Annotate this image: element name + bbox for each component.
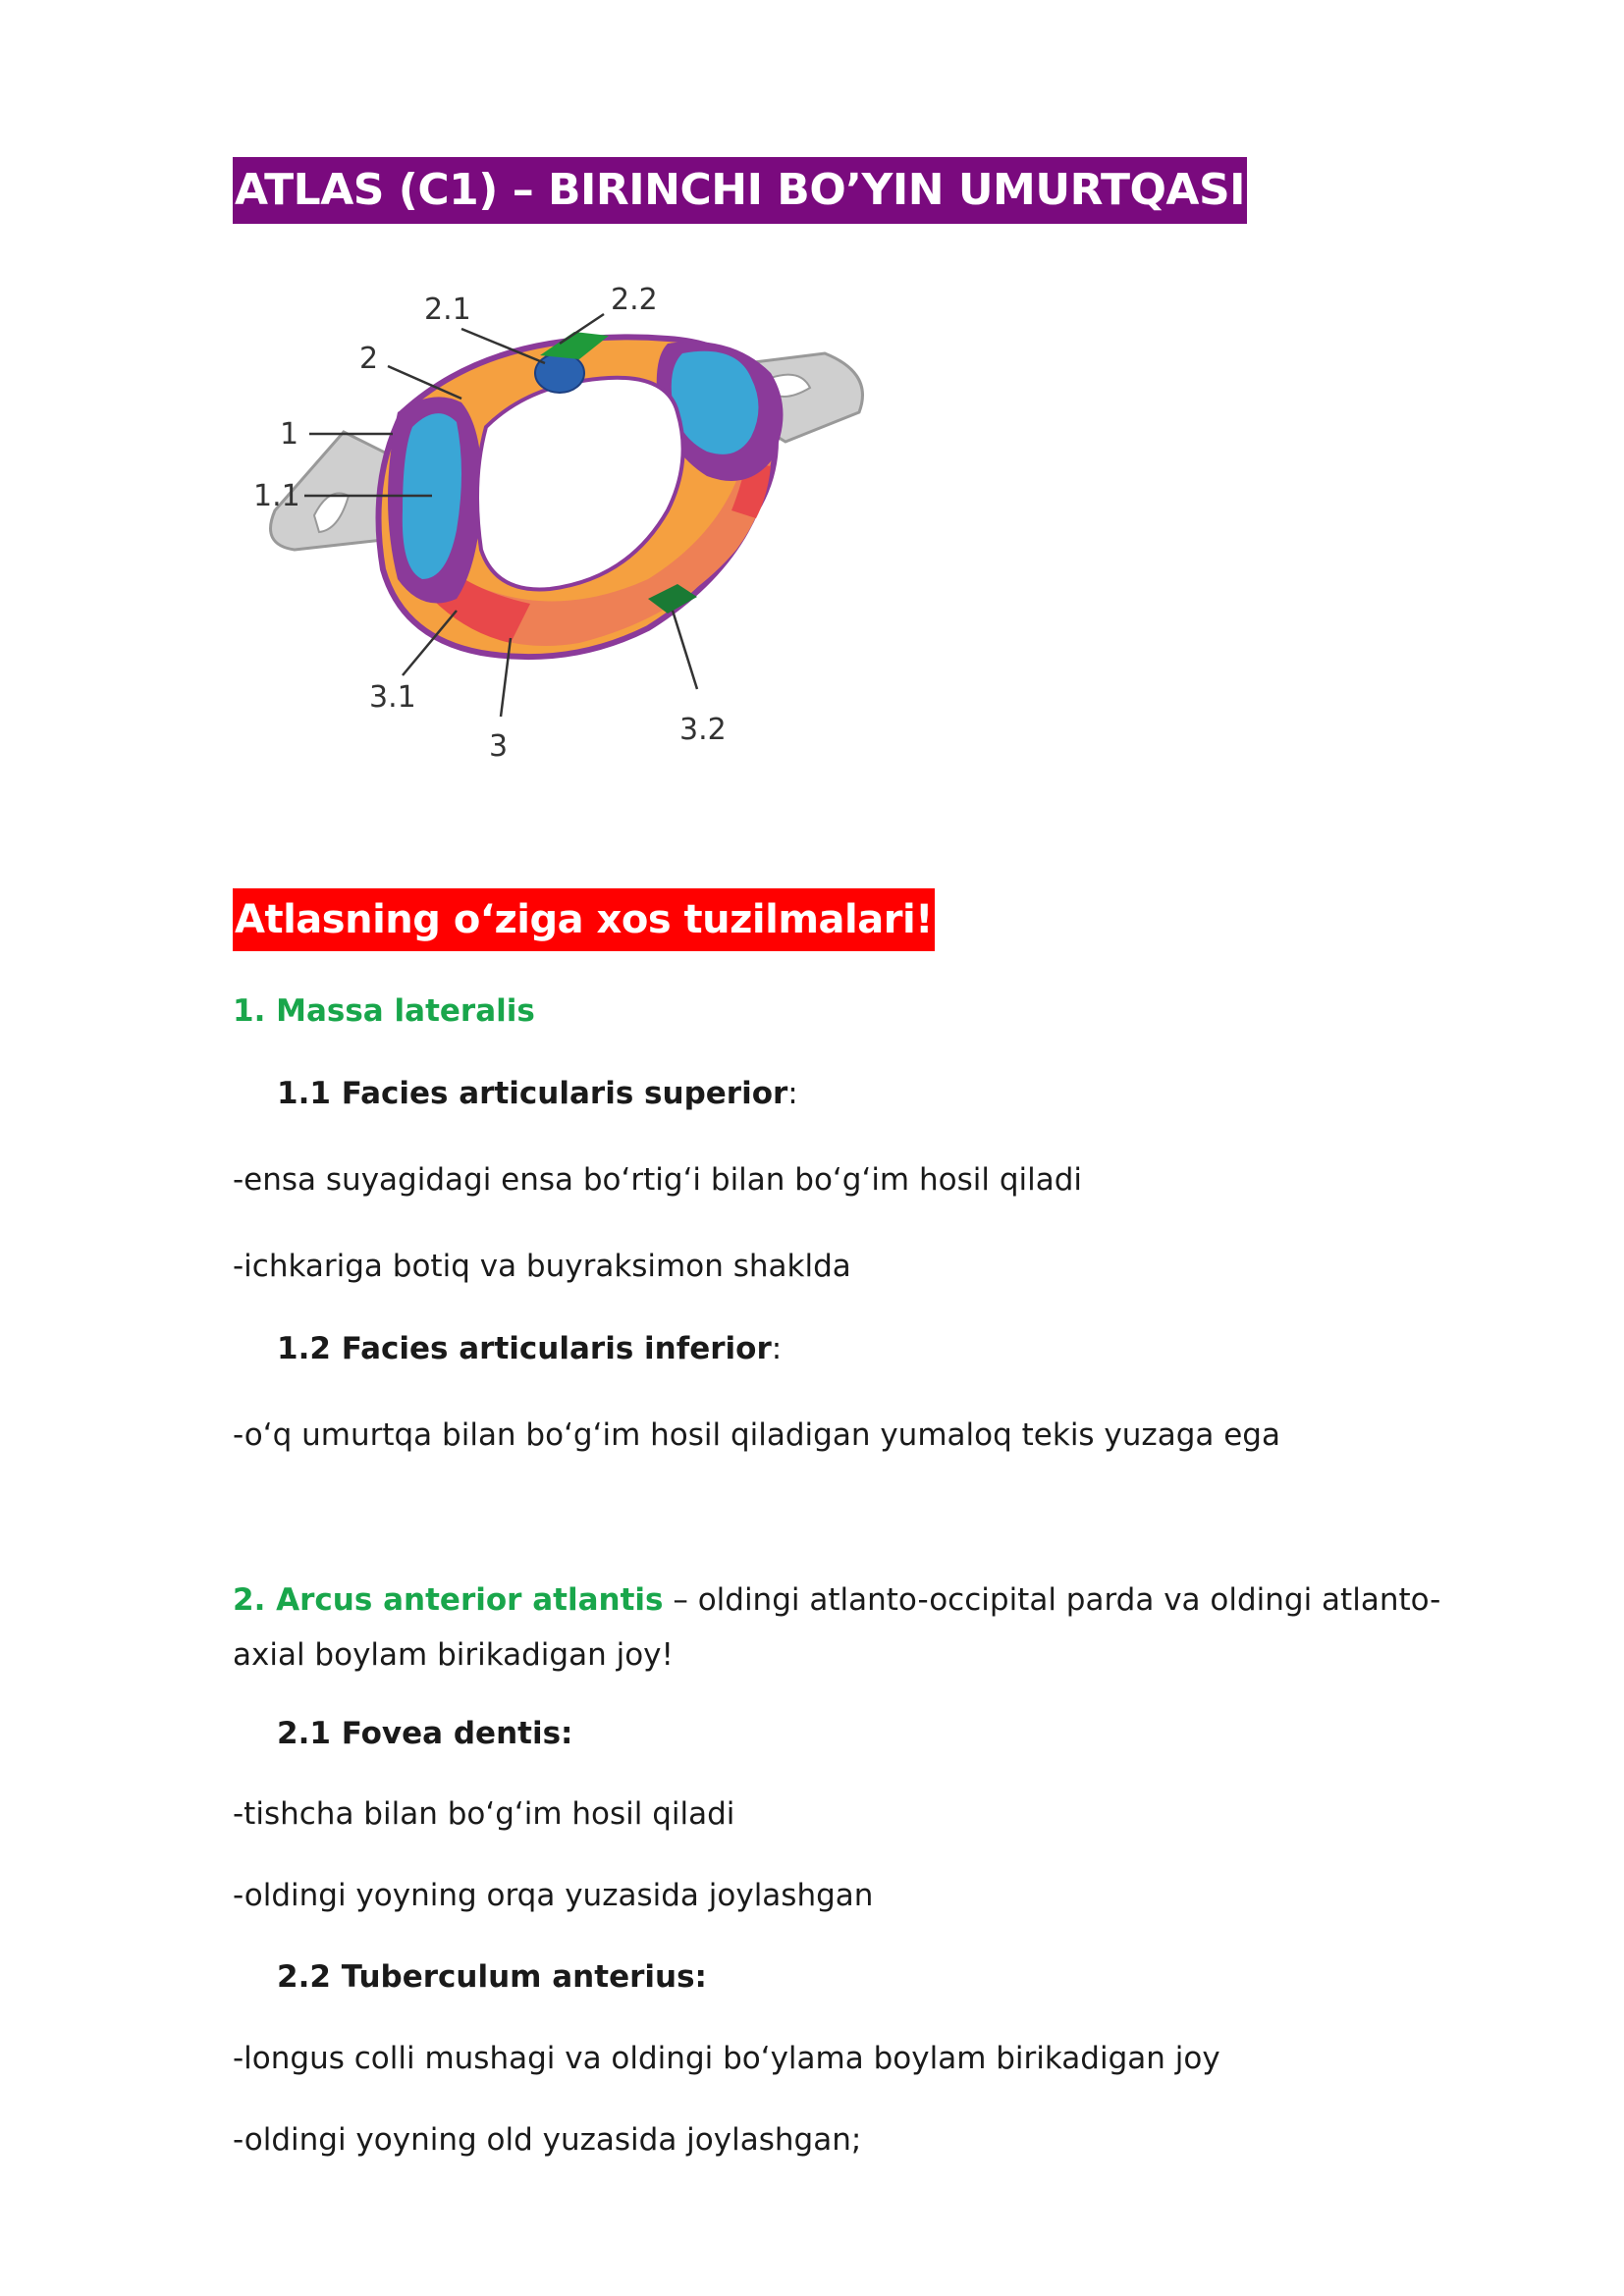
page-title: ATLAS (C1) – BIRINCHI BO’YIN UMURTQASI [233,157,1247,224]
subheading-1-2-suffix: : [771,1331,783,1366]
text-line: -oldingi yoyning old yuzasida joylashgan; [233,2122,862,2158]
text-line: -longus colli mushagi va oldingi bo‘ylama boylam birikadigan joy [233,2041,1220,2076]
paragraph-arcus-anterior [233,1573,1509,1682]
subheading-1-1-title: 1.1 Facies articularis superior [277,1076,788,1111]
label-3-1: 3.1 [369,680,416,715]
subheading-2-2: 2.2 Tuberculum anterius: [277,1959,707,1995]
text-line: -ichkariga botiq va buyraksimon shakldа [233,1249,851,1284]
label-2: 2 [359,342,379,376]
section-title: Atlasning o‘ziga xos tuzilmalari! [233,888,935,951]
subheading-2-1: 2.1 Fovea dentis: [277,1716,573,1751]
subheading-1-2 [277,1329,782,1368]
label-1-1: 1.1 [253,479,300,513]
text-line: -oldingi yoyning orqa yuzasida joylashgan [233,1878,874,1913]
label-3-2: 3.2 [679,713,727,747]
fovea-dentis-mark [535,353,584,393]
arcus-anterior-text: – oldingi atlanto-occipital parda va oldingi atlanto-axial boylam birikadigan joy! [233,1582,1441,1673]
atlas-diagram [236,265,903,785]
text-line: -ensa suyagidagi ensa bo‘rtig‘i bilan bo‘g‘im hosil qiladi [233,1162,1083,1198]
heading-arcus-anterior: 2. Arcus anterior atlantis [233,1582,664,1618]
label-1: 1 [280,417,299,452]
subheading-1-1 [277,1074,798,1113]
label-2-2: 2.2 [611,283,658,317]
heading-massa-lateralis: 1. Massa lateralis [233,993,535,1029]
label-2-1: 2.1 [424,293,471,327]
leader-3-2 [673,611,697,689]
text-line: -o‘q umurtqa bilan bo‘g‘im hosil qiladigan yumaloq tekis yuzaga ega [233,1417,1280,1453]
label-3: 3 [489,729,509,764]
subheading-1-1-suffix: : [787,1076,798,1111]
text-line: -tishcha bilan bo‘g‘im hosil qiladi [233,1796,735,1832]
subheading-1-2-title: 1.2 Facies articularis inferior [277,1331,772,1366]
